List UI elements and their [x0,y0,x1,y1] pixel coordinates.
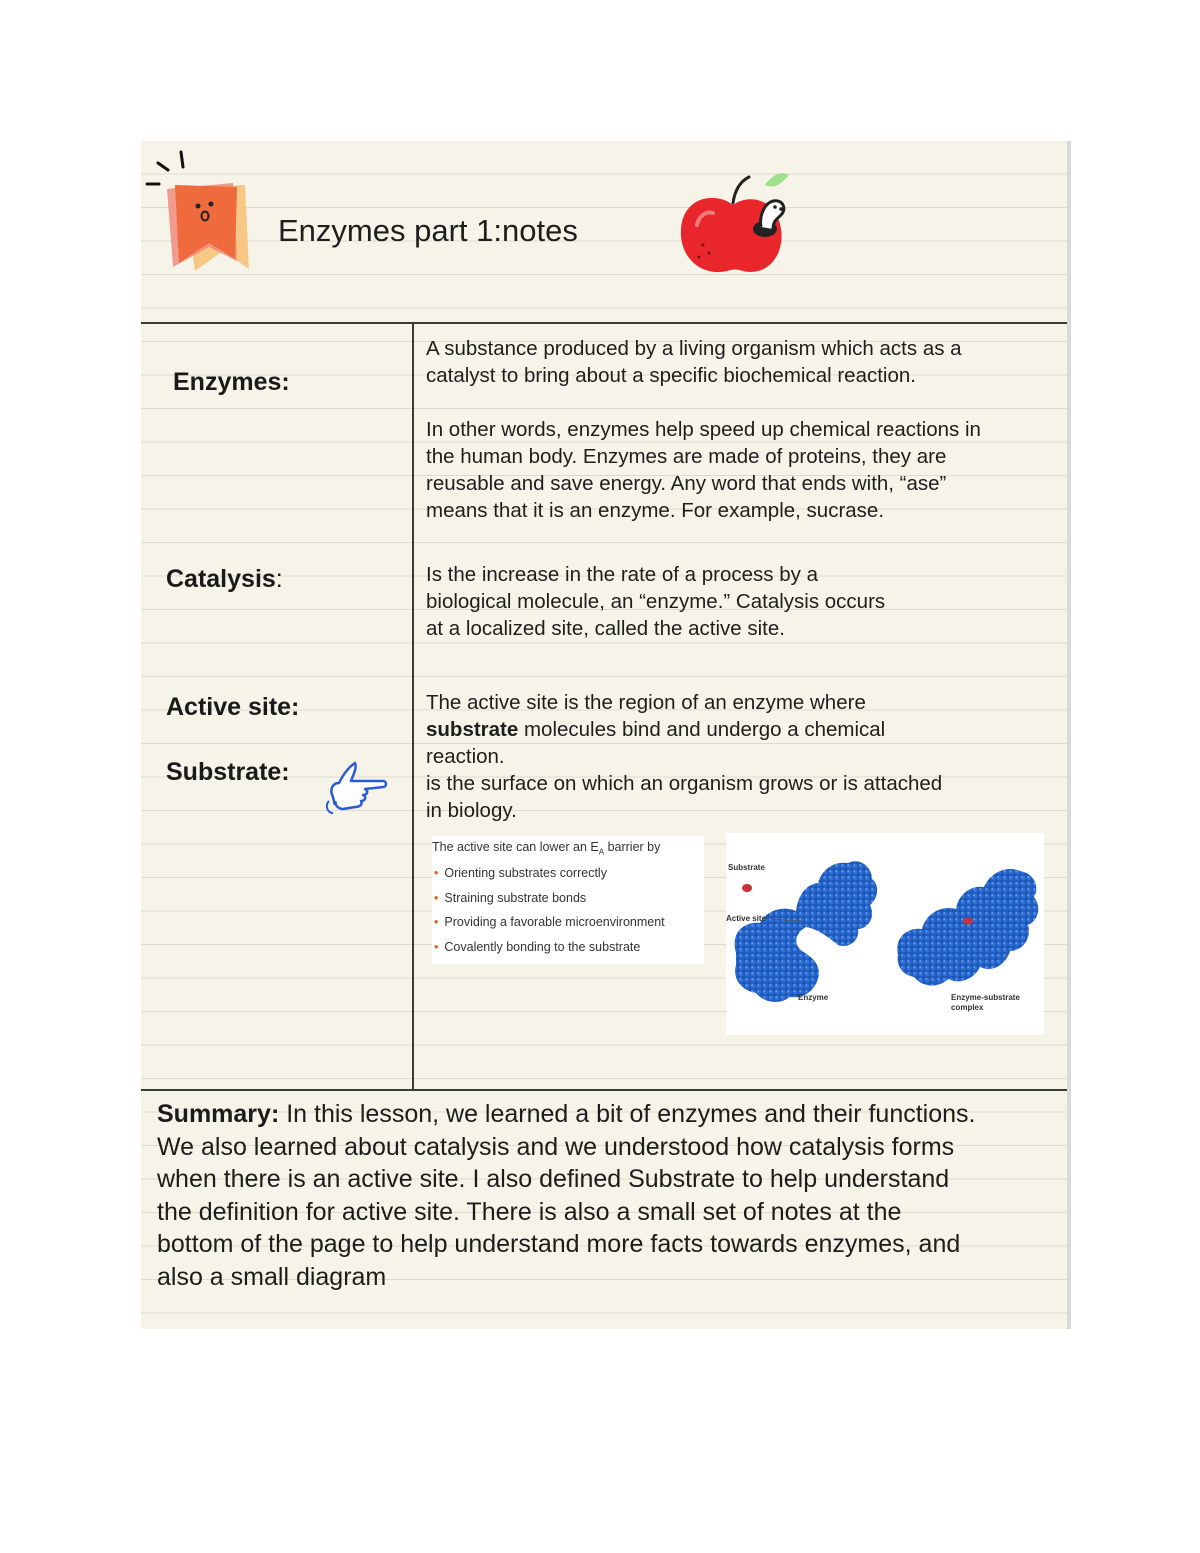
pointing-hand-icon [325,759,391,817]
enzyme-diagram [726,833,1044,1035]
summary: Summary: In this lesson, we learned a bit of enzymes and their functions. We also learned about catalysis and we understood how catalysis forms when there is an active site. I also defined Substrate to help understand the definition for active site. There is also a small set of notes at the bottom of the page to help understand more facts towards enzymes, and also a small diagram [157,1100,976,1291]
definition-catalysis: Is the increase in the rate of a process by a biological molecule, an “enzyme.” Catalysis occurs at a localized site, called the active site. [426,563,886,640]
term-active-site: Active site: [166,693,300,721]
label-active-site: Active site [726,914,767,923]
label-enzyme-substrate-complex: Enzyme-substrate complex [951,993,1020,1012]
term-substrate: Substrate: [166,758,290,786]
term-enzymes: Enzymes: [173,368,290,396]
active-site-notes [432,836,704,964]
list-item: • Covalently bonding to the substrate [434,939,641,954]
term-catalysis: Catalysis: [166,565,283,593]
apple-with-worm-icon [677,167,793,279]
page-title: Enzymes part 1:notes [278,213,578,248]
column-divider [412,322,414,1090]
list-item: • Straining substrate bonds [434,890,587,905]
surprised-bookmark-icon [165,181,251,275]
definition-enzymes: A substance produced by a living organism which acts as a catalyst to bring about a specific biochemical reaction. In other words, enzymes help speed up chemical reactions in the human body. Enzymes are made of proteins, they are reusable and save energy. Any word that ends with, “ase” means that it is an enzyme. For example, sucrase. [426,337,981,522]
list-item: • Providing a favorable microenvironment [434,915,665,929]
label-substrate: Substrate [728,863,765,872]
notes-heading: The active site can lower an $E_A$ barrier by [432,840,661,857]
label-enzyme: Enzyme [798,993,829,1002]
summary-label: Summary: [157,1100,280,1128]
definition-active-site: The active site is the region of an enzyme where substrate molecules bind and undergo a chemical reaction. is the surface on which an organism grows or is attached in biology. [426,691,943,822]
notes-page [141,141,1071,1329]
list-item: • Orienting substrates correctly [434,866,607,880]
header-divider [141,322,1067,324]
notes-list [434,866,665,964]
summary-divider [141,1089,1067,1091]
